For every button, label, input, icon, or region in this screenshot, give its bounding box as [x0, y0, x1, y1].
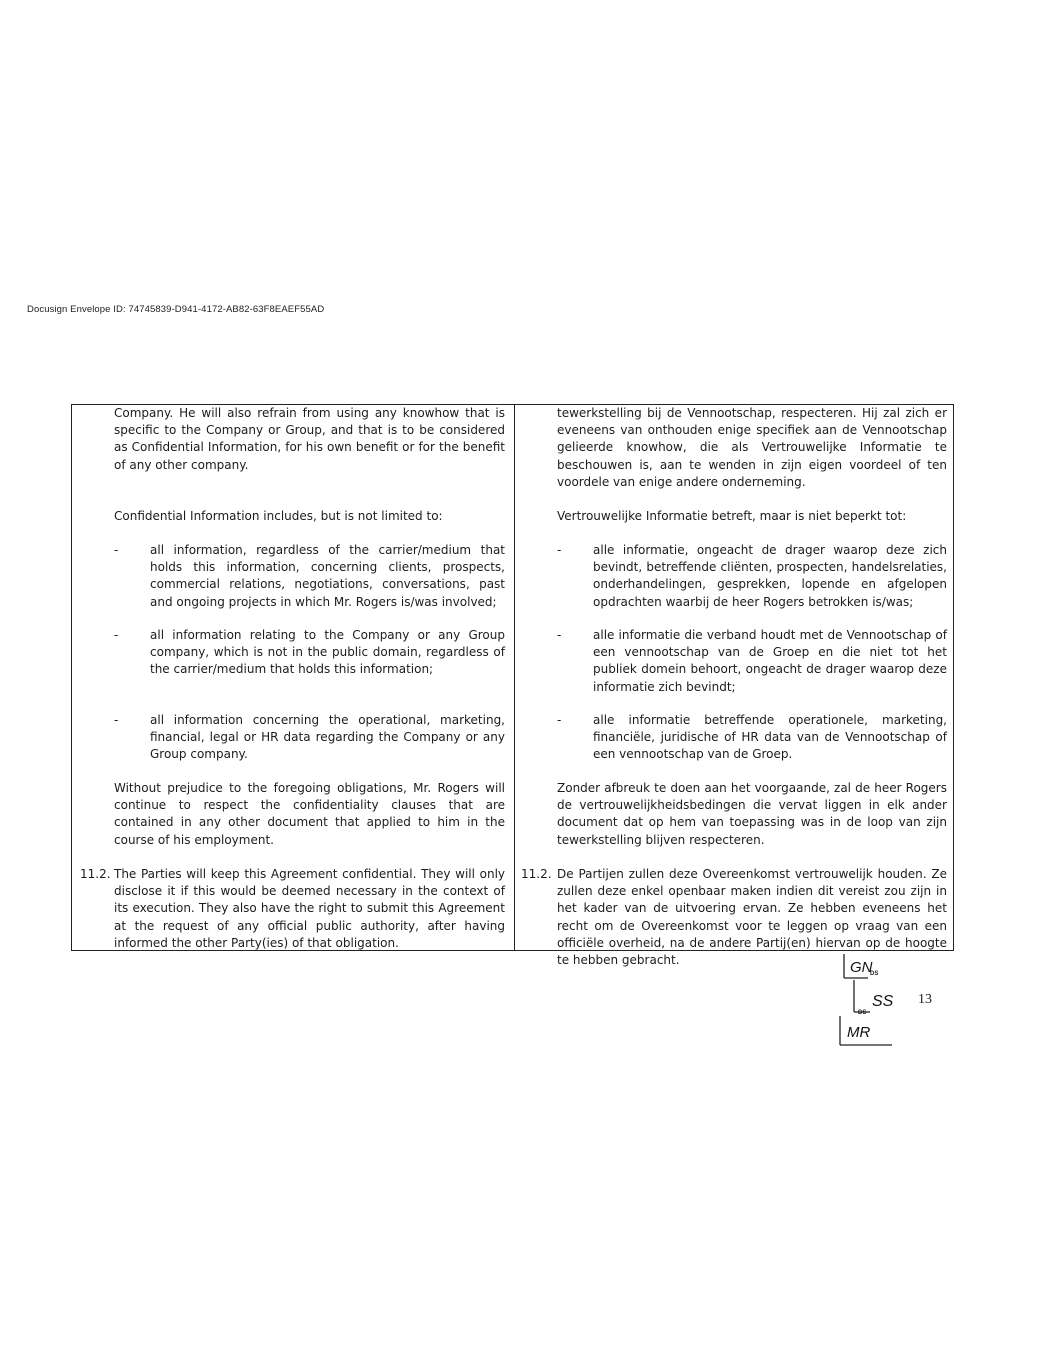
envelope-id: Docusign Envelope ID: 74745839-D941-4172-AB82-63F8EAEF55AD	[27, 304, 325, 315]
nl-closing-paragraph: Zonder afbreuk te doen aan het voorgaande, zal de heer Rogers de vertrouwelijkheidsbedingen die vervat liggen in elk ander document dat op hem van toepassing was in de loop van zijn tewerkstelling blijven respecteren.	[557, 781, 947, 847]
bullet-marker: -	[114, 543, 119, 557]
bullet-marker: -	[114, 628, 119, 642]
bullet-marker: -	[557, 543, 562, 557]
en-bullet-3-text: all information concerning the operational, marketing, financial, legal or HR data regarding the Company or any Group company.	[150, 713, 505, 762]
nl-bullet-3-text: alle informatie betreffende operationele, marketing, financiële, juridische of HR data van de Vennootschap of een vennootschap van de Groep.	[593, 713, 947, 762]
ds-tag-gn: DS	[870, 971, 879, 977]
en-bullet-1-text: all information, regardless of the carrier/medium that holds this information, concerning clients, prospects, commercial relations, negotiations, conversations, past and ongoing projects in which Mr. Rogers is/was involved;	[150, 543, 505, 609]
nl-lead-paragraph: Vertrouwelijke Informatie betreft, maar is niet beperkt tot:	[557, 509, 907, 523]
nl-bullet-1-text: alle informatie, ongeacht de drager waarop deze zich bevindt, betreffende cliënten, prospecten, handelsrelaties, onderhandelingen, gesprekken, lopende en afgelopen opdrachten waarbij de heer Rogers betrokken is/was;	[593, 543, 947, 609]
stamp-mr	[840, 1016, 892, 1045]
en-clause-text: The Parties will keep this Agreement confidential. They will only disclose it if this would be deemed necessary in the context of its execution. They also have the right to submit this Agreement at the request of any official public authority, after having informed the other Party(ies) of that obligation.	[114, 867, 505, 950]
bullet-marker: -	[557, 713, 562, 727]
initials-stamps	[836, 952, 906, 1052]
initials-gn: GN	[850, 959, 873, 976]
bullet-marker: -	[557, 628, 562, 642]
stamp-gn	[844, 954, 878, 978]
initials-mr: MR	[847, 1024, 871, 1041]
en-bullet-2-text: all information relating to the Company or any Group company, which is not in the public domain, regardless of the carrier/medium that holds this information;	[150, 628, 505, 677]
nl-clause-number: 11.2.	[521, 867, 552, 881]
en-intro-paragraph: Company. He will also refrain from using any knowhow that is specific to the Company or Group, and that is to be considered as Confidential Information, for his own benefit or for the benefit of any other company.	[114, 406, 505, 472]
bullet-marker: -	[114, 713, 119, 727]
en-clause-number: 11.2.	[80, 867, 111, 881]
nl-clause-text: De Partijen zullen deze Overeenkomst vertrouwelijk houden. Ze zullen deze enkel openbaar maken indien dit vereist zou zijn in het kader van de uitvoering ervan. Ze hebben eveneens het recht om de Overeenkomst voor te leggen op vraag van een officiële overheid, na de andere Partij(en) hiervan op de hoogte te hebben gebracht.	[557, 867, 947, 968]
initials-svg	[836, 952, 906, 1052]
initials-ss: SS	[872, 993, 894, 1010]
page-number: 13	[918, 992, 932, 1007]
column-divider	[514, 405, 515, 950]
en-closing-paragraph: Without prejudice to the foregoing obligations, Mr. Rogers will continue to respect the confidentiality clauses that are contained in any other document that applied to him in the course of his employment.	[114, 781, 505, 847]
nl-intro-paragraph: tewerkstelling bij de Vennootschap, respecteren. Hij zal zich er eveneens van onthouden enige specifiek aan de Vennootschap gelieerde knowhow, die als Vertrouwelijke Informatie te beschouwen is, aan te wenden in zijn eigen voordeel of ten voordele van enige andere onderneming.	[557, 406, 947, 489]
ds-tag-ss: DS	[858, 1010, 867, 1016]
nl-bullet-2-text: alle informatie die verband houdt met de Vennootschap of een vennootschap van de Groep en die niet tot het publiek domein behoort, ongeacht de drager waarop deze informatie zich bevindt;	[593, 628, 947, 694]
stamp-ss	[854, 980, 894, 1016]
en-lead-paragraph: Confidential Information includes, but is not limited to:	[114, 509, 443, 523]
